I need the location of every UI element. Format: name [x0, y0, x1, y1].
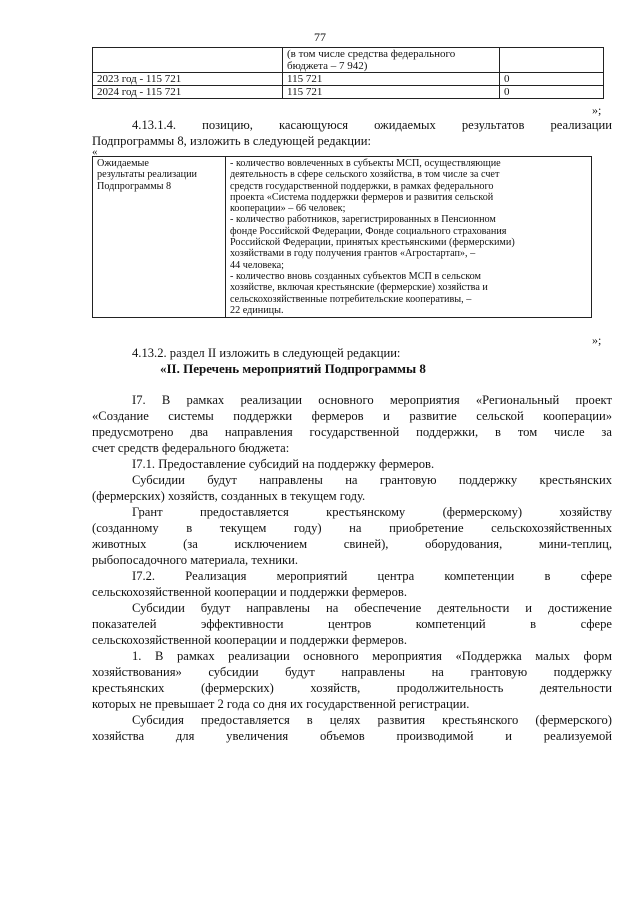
results-label-cell	[93, 157, 226, 318]
paragraph-line: сельскохозяйственной кооперации и поддержки фермеров.	[92, 585, 407, 599]
cell-line: - количество вовлеченных в субъекты МСП, осуществляющие	[230, 158, 501, 169]
cell-line: деятельность в сфере сельского хозяйства, в том числе за счет	[230, 169, 500, 181]
table-row	[93, 73, 604, 86]
cell-line: - количество работников, зарегистрированных в Пенсионном	[230, 214, 496, 226]
paragraph-line: Субсидия предоставляется в целях развития крестьянского (фермерского)	[132, 713, 612, 727]
paragraph-line: хозяйствования» субсидии будут направлены на грантовую поддержку	[92, 665, 612, 679]
table-cell	[283, 48, 500, 73]
paragraph-line: 4.13.1.4. позицию, касающуюся ожидаемых результатов реализации	[132, 118, 612, 132]
paragraph-line: I7.2. Реализация мероприятий центра компетенции в сфере	[132, 569, 612, 583]
cell-line: 22 единицы.	[230, 304, 284, 316]
table-cell: 0	[500, 86, 604, 99]
paragraph-line: хозяйства для увеличения объемов производимой и реализуемой	[92, 729, 612, 743]
cell-line: хозяйстве, включая крестьянские (фермерские) хозяйства и	[230, 282, 488, 294]
paragraph-line: I7.1. Предоставление субсидий на поддержку фермеров.	[132, 457, 435, 471]
paragraph-line: которых не превышает 2 года со дня их государственной регистрации.	[92, 697, 470, 711]
results-content-cell	[226, 157, 592, 318]
section-title: «II. Перечень мероприятий Подпрограммы 8	[160, 361, 426, 376]
paragraph-line: 1. В рамках реализации основного мероприятия «Поддержка малых форм	[132, 649, 612, 663]
paragraph-line: Субсидии будут направлены на обеспечение деятельности и достижение	[132, 601, 612, 615]
cell-line: фонде Российской Федерации, Фонде социального страхования	[230, 225, 507, 237]
table-cell: 115 721	[283, 73, 500, 86]
paragraph-line: Грант предоставляется крестьянскому (фермерскому) хозяйству	[132, 505, 612, 519]
table-cell: 0	[500, 73, 604, 86]
cell-line: кооперации» – 66 человек;	[230, 203, 346, 215]
cell-line: проекта «Система поддержки фермеров и развития сельской	[230, 191, 494, 203]
paragraph-line: Подпрограммы 8, изложить в следующей редакции:	[92, 134, 372, 148]
closing-quote-mark: »;	[592, 333, 602, 347]
paragraph-line: животных (за исключением свиней), оборудования, мини-теплиц,	[92, 537, 612, 551]
table-cell: 115 721	[283, 86, 500, 99]
cell-line: 44 человека;	[230, 259, 284, 271]
paragraph-line: сельскохозяйственной кооперации и поддержки фермеров.	[92, 633, 407, 647]
cell-line: Подпрограммы 8	[97, 180, 172, 192]
cell-line: хозяйствами в году получения грантов «Агростартап», –	[230, 248, 476, 260]
cell-line: сельскохозяйственные потребительские кооперативы, –	[230, 293, 472, 305]
paragraph-line: счет средств федерального бюджета:	[92, 441, 290, 455]
paragraph-line: показателей эффективности центров компетенций в сфере	[92, 617, 612, 631]
table-row	[93, 157, 592, 318]
cell-line: Российской Федерации, принятых крестьянскими (фермерскими)	[230, 237, 515, 249]
cell-line: результаты реализации	[97, 169, 198, 181]
table-cell	[93, 48, 283, 73]
paragraph-line: крестьянских (фермерских) хозяйств, продолжительность деятельности	[92, 681, 612, 695]
paragraph-line: (созданному в текущем году) на приобретение сельскохозяйственных	[92, 521, 612, 535]
paragraph-line: Субсидии будут направлены на грантовую поддержку крестьянских	[132, 473, 612, 487]
expected-results-table	[92, 156, 592, 318]
paragraph-line: (фермерских) хозяйств, созданных в текущем году.	[92, 489, 366, 503]
table-row	[93, 48, 604, 73]
paragraph-line: I7. В рамках реализации основного мероприятия «Региональный проект	[132, 393, 612, 407]
closing-quote-mark: »;	[592, 103, 602, 117]
cell-line: (в том числе средства федерального	[287, 48, 456, 60]
funding-table	[92, 47, 604, 99]
paragraph-line: рыбопосадочного материала, техники.	[92, 553, 299, 567]
table-cell: 2024 год - 115 721	[93, 86, 283, 99]
table-cell	[500, 48, 604, 73]
table-cell: 2023 год - 115 721	[93, 73, 283, 86]
opening-quote-mark: «	[92, 146, 98, 158]
table-row	[93, 86, 604, 99]
cell-line: - количество вновь созданных субъектов МСП в сельском	[230, 270, 481, 282]
paragraph-line: 4.13.2. раздел II изложить в следующей редакции:	[132, 346, 401, 360]
paragraph-line: «Создание системы поддержки фермеров и развитие сельской кооперации»	[92, 409, 612, 423]
cell-line: бюджета – 7 942)	[287, 60, 368, 72]
cell-line: средств государственной поддержки, в рамках федерального	[230, 180, 494, 192]
cell-line: Ожидаемые	[97, 158, 149, 169]
page-number: 77	[314, 30, 326, 44]
paragraph-line: предусмотрено два направления государственной поддержки, в том числе за	[92, 425, 612, 439]
